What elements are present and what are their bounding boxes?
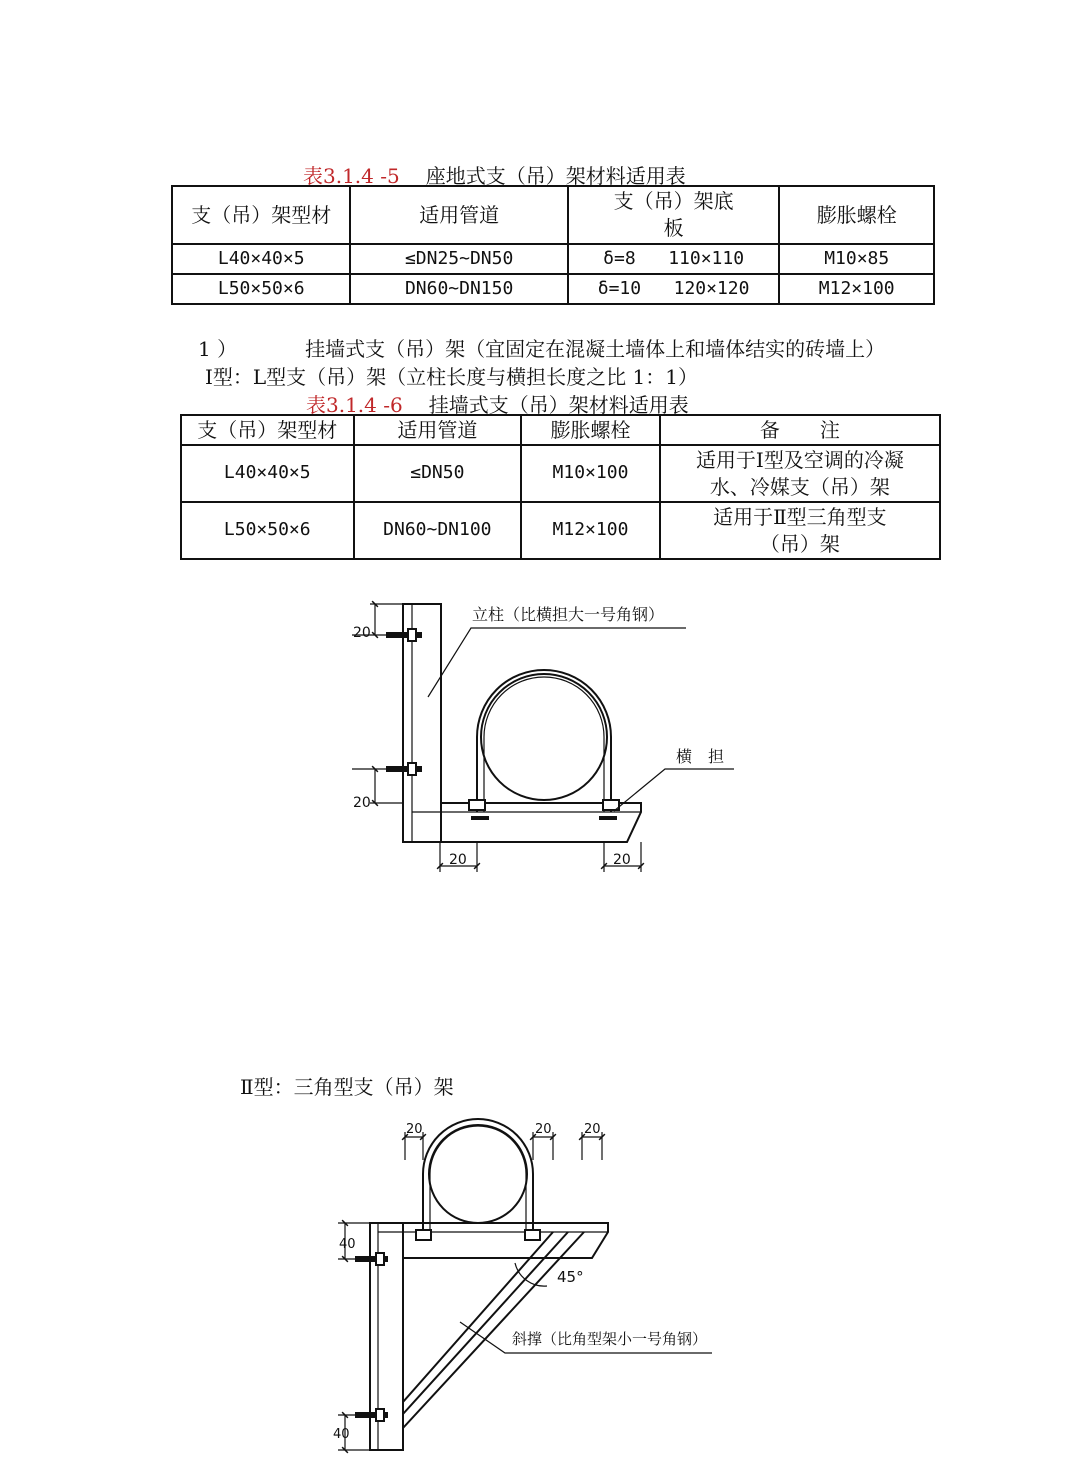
table1-cell: δ=10 120×120: [568, 274, 780, 304]
table2-cell: L50×50×6: [181, 502, 354, 559]
table2-cell: L40×40×5: [181, 445, 354, 502]
crossarm-label: 横 担: [676, 747, 725, 766]
table2-title: 挂墙式支（吊）架材料适用表: [428, 393, 689, 417]
dimension-label: 20: [406, 1122, 423, 1137]
dimension-label: 40: [333, 1427, 350, 1442]
column-label: 立柱（比横担大一号角钢）: [472, 605, 665, 624]
dimension-label: 20: [613, 852, 631, 868]
dimension-lines: [352, 604, 734, 872]
pipe: [481, 674, 607, 800]
table1-cell: M12×100: [779, 274, 934, 304]
u-bolt: [477, 670, 611, 812]
nut: [469, 800, 485, 810]
expansion-bolt: [355, 1253, 388, 1265]
dimension-label: 20: [449, 852, 467, 868]
table1-cell: L50×50×6: [172, 274, 350, 304]
section1-marker: 1 ）: [198, 337, 238, 361]
table1-header-cell: 膨胀螺栓: [779, 186, 934, 244]
table2-cell: M10×100: [521, 445, 660, 502]
brace-label: 斜撑（比角型架小一号角钢）: [512, 1330, 708, 1348]
dimension-label: 40: [339, 1237, 356, 1252]
table1-cell: δ=8 110×110: [568, 244, 780, 274]
type2-description: Ⅱ型：三角型支（吊）架: [240, 1075, 454, 1099]
table2-cell: 适用于Ⅰ型及空调的冷凝水、冷媒支（吊）架: [660, 445, 940, 502]
nut: [416, 1230, 431, 1240]
table2-header-cell: 支（吊）架型材: [181, 415, 354, 445]
dimension-label: 20: [353, 795, 371, 811]
table1-cell: L40×40×5: [172, 244, 350, 274]
table1-cell: DN60~DN150: [350, 274, 567, 304]
table2-header-cell: 膨胀螺栓: [521, 415, 660, 445]
table1-header-cell: 适用管道: [350, 186, 567, 244]
angle-label: 45°: [557, 1268, 584, 1286]
table2-header-cell: 备 注: [660, 415, 940, 445]
table1-cell: M10×85: [779, 244, 934, 274]
figure1-l-bracket: [352, 604, 734, 872]
table2-cell: DN60~DN100: [354, 502, 522, 559]
table2-cell: 适用于Ⅱ型三角型支（吊）架: [660, 502, 940, 559]
table1-title: 座地式支（吊）架材料适用表: [425, 164, 686, 188]
figure2-triangle-bracket: [338, 1119, 712, 1450]
table2-cell: ≤DN50: [354, 445, 522, 502]
table2-cell: M12×100: [521, 502, 660, 559]
dimension-label: 20: [353, 625, 371, 641]
nut: [525, 1230, 540, 1240]
table1-header-cell: 支（吊）架底板: [568, 186, 780, 244]
table1-number: 表3.1.4 -5: [303, 164, 400, 188]
dimension-lines: [338, 1132, 712, 1450]
u-bolt: [423, 1119, 533, 1232]
table1-header-cell: 支（吊）架型材: [172, 186, 350, 244]
table1-cell: ≤DN25~DN50: [350, 244, 567, 274]
section1-title: 挂墙式支（吊）架（宜固定在混凝土墙体上和墙体结实的砖墙上）: [305, 337, 886, 361]
type1-description: Ⅰ型：L型支（吊）架（立柱长度与横担长度之比 1：1）: [205, 365, 698, 389]
dimension-label: 20: [535, 1122, 552, 1137]
dimension-label: 20: [584, 1122, 601, 1137]
crossarm-angle-steel: [370, 1223, 608, 1258]
expansion-bolt: [355, 1409, 388, 1421]
table2-number: 表3.1.4 -6: [306, 393, 403, 417]
table2-header-cell: 适用管道: [354, 415, 522, 445]
